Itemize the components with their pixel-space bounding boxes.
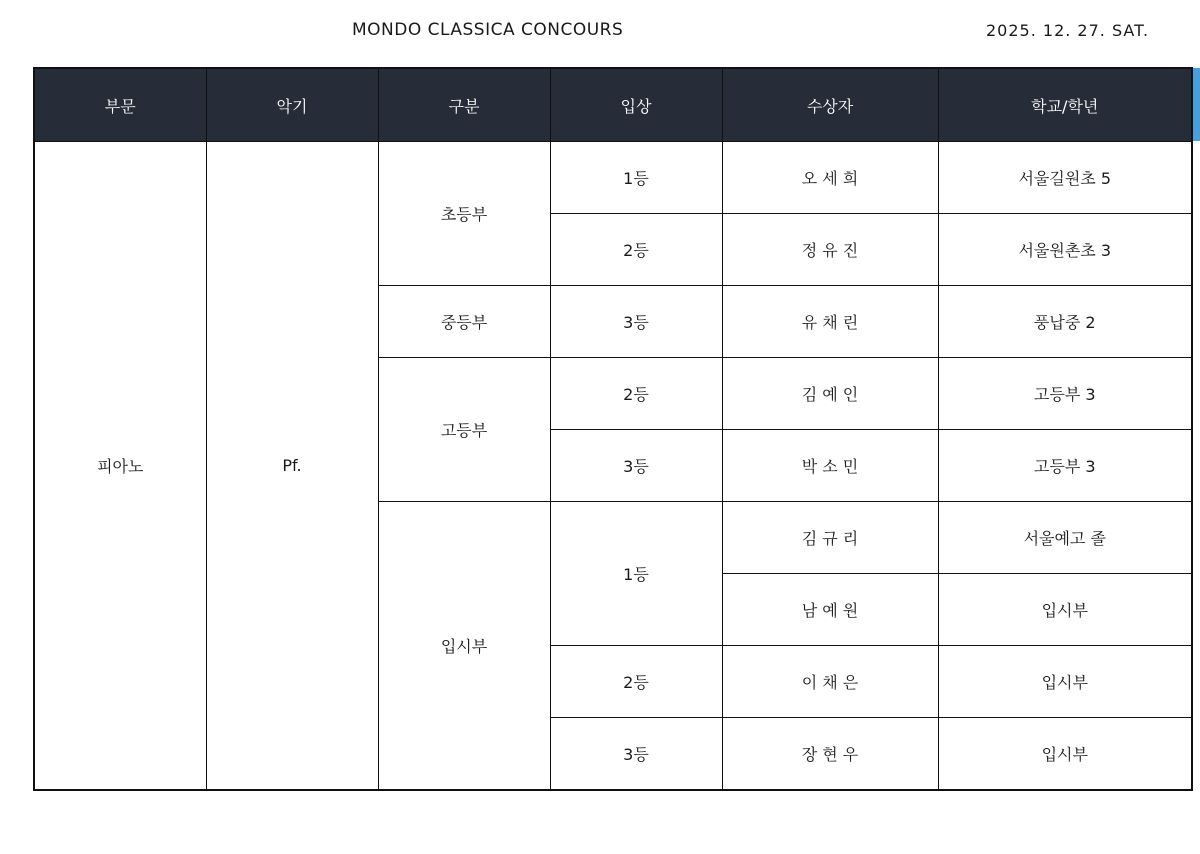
header-rank: 입상 — [550, 68, 722, 142]
header-division: 부문 — [34, 68, 206, 142]
document-date: 2025. 12. 27. SAT. — [986, 21, 1150, 40]
table-body — [34, 142, 1192, 791]
school-cell: 서울원촌초 3 — [938, 214, 1192, 286]
winner-cell: 이 채 은 — [722, 646, 938, 718]
school-cell: 입시부 — [938, 718, 1192, 791]
table-header — [34, 68, 1192, 142]
school-cell: 고등부 3 — [938, 430, 1192, 502]
accent-strip — [1192, 68, 1200, 141]
rank-cell: 2등 — [550, 214, 722, 286]
winner-cell: 김 예 인 — [722, 358, 938, 430]
rank-cell: 3등 — [550, 286, 722, 358]
rank-cell: 1등 — [550, 142, 722, 214]
winner-cell: 장 현 우 — [722, 718, 938, 791]
winner-cell: 유 채 린 — [722, 286, 938, 358]
winner-cell: 정 유 진 — [722, 214, 938, 286]
group-cell-elementary: 초등부 — [378, 142, 550, 286]
group-cell-middle: 중등부 — [378, 286, 550, 358]
group-cell-admission: 입시부 — [378, 502, 550, 791]
rank-cell: 2등 — [550, 358, 722, 430]
header-school-grade: 학교/학년 — [938, 68, 1192, 142]
group-cell-high: 고등부 — [378, 358, 550, 502]
instrument-cell: Pf. — [206, 142, 378, 791]
document-title: MONDO CLASSICA CONCOURS — [352, 20, 624, 40]
school-cell: 입시부 — [938, 646, 1192, 718]
rank-cell: 2등 — [550, 646, 722, 718]
school-cell: 풍납중 2 — [938, 286, 1192, 358]
winner-cell: 남 예 원 — [722, 574, 938, 646]
school-cell: 서울예고 졸 — [938, 502, 1192, 574]
winner-cell: 박 소 민 — [722, 430, 938, 502]
school-cell: 고등부 3 — [938, 358, 1192, 430]
results-table — [33, 67, 1193, 791]
school-cell: 서울길원초 5 — [938, 142, 1192, 214]
division-cell: 피아노 — [34, 142, 206, 791]
table-row — [34, 142, 1192, 214]
header-winner: 수상자 — [722, 68, 938, 142]
rank-cell: 1등 — [550, 502, 722, 646]
header-row — [34, 68, 1192, 142]
school-cell: 입시부 — [938, 574, 1192, 646]
winner-cell: 김 규 리 — [722, 502, 938, 574]
winner-cell: 오 세 희 — [722, 142, 938, 214]
header-category: 구분 — [378, 68, 550, 142]
rank-cell: 3등 — [550, 718, 722, 791]
header-instrument: 악기 — [206, 68, 378, 142]
rank-cell: 3등 — [550, 430, 722, 502]
